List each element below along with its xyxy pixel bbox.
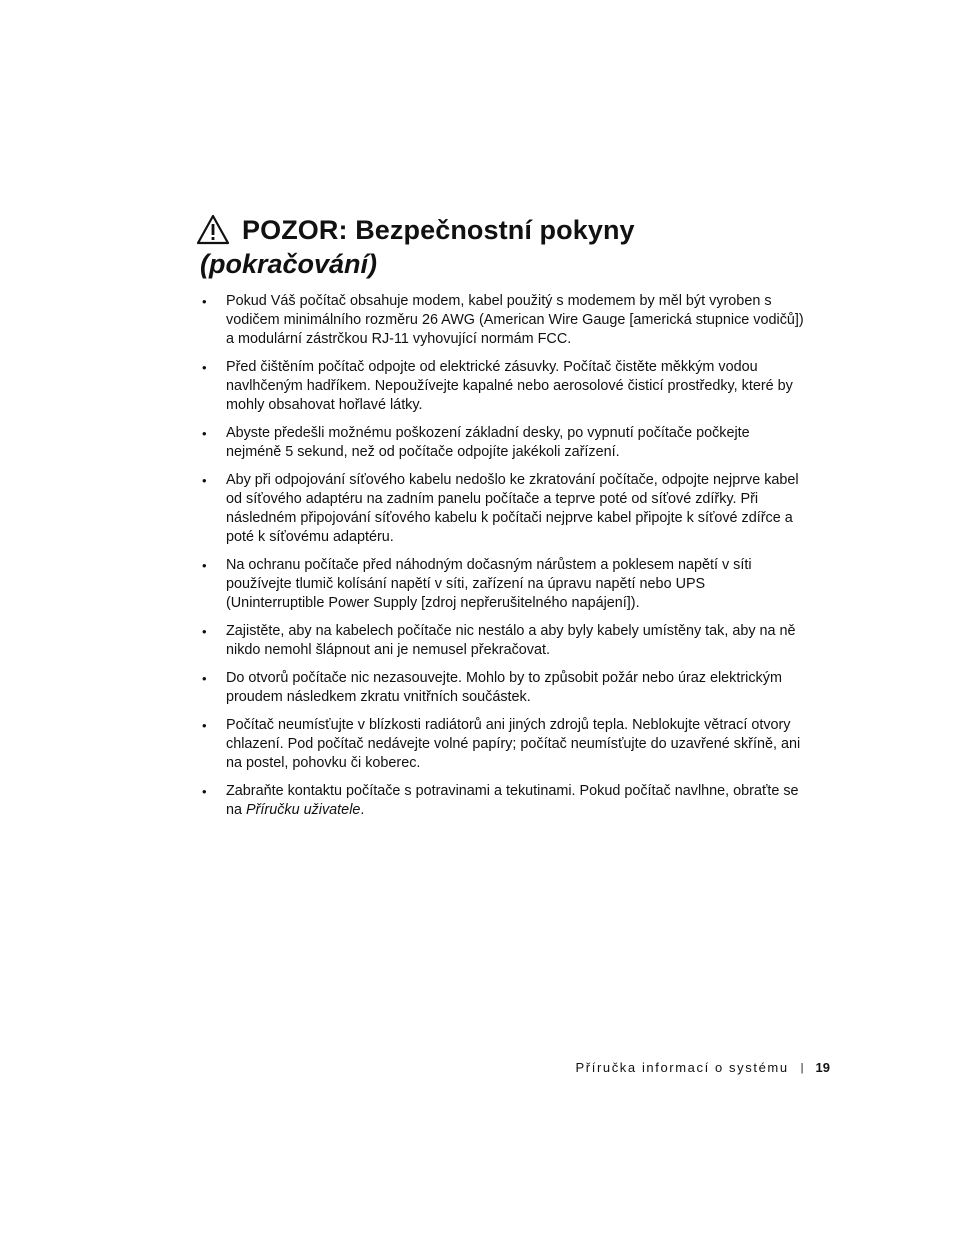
page-title: POZOR: Bezpečnostní pokyny xyxy=(242,215,635,245)
bullet-symbol: • xyxy=(202,558,207,573)
bullet-symbol: • xyxy=(202,718,207,733)
list-item xyxy=(200,669,804,707)
list-item xyxy=(200,782,804,820)
bullet-symbol: • xyxy=(202,624,207,639)
list-item xyxy=(200,556,804,613)
page-footer xyxy=(576,1060,830,1075)
list-item-text: Před čištěním počítač odpojte od elektrické zásuvky. Počítač čistěte měkkým vodou navlhčeným hadříkem. Nepoužívejte kapalné nebo aerosolové čisticí prostředky, které by mohly obsahovat hořlavé látky. xyxy=(226,359,793,413)
user-guide-reference: Příručku uživatele xyxy=(246,802,361,818)
heading-title-row xyxy=(196,212,816,248)
section-heading xyxy=(196,212,816,280)
footer-document-title: Příručka informací o systému xyxy=(575,1060,789,1075)
list-item-text: Počítač neumísťujte v blízkosti radiátorů ani jiných zdrojů tepla. Neblokujte větrací otvory chlazení. Pod počítač nedávejte volné papíry; počítač neumísťujte do uzavřené skříně, ani na postel, pohovku či koberec. xyxy=(226,717,801,771)
page-number: 19 xyxy=(815,1060,830,1075)
list-item-text: Pokud Váš počítač obsahuje modem, kabel použitý s modemem by měl být vyroben s vodičem minimálního rozměru 26 AWG (American Wire Gauge [americká stupnice vodičů]) a modulární zástrčkou RJ-11 vyhovující normám FCC. xyxy=(226,293,804,347)
list-item xyxy=(200,424,804,462)
bullet-symbol: • xyxy=(202,784,207,799)
warning-triangle-icon xyxy=(196,214,230,246)
bullet-symbol: • xyxy=(202,473,207,488)
list-item-text: Aby při odpojování síťového kabelu nedošlo ke zkratování počítače, odpojte nejprve kabel od síťového adaptéru na zadním panelu počítače a teprve poté od síťové zdířky. Při následném připojování síťového kabelu k počítači nejprve kabel připojte k síťové zdířce a poté k síťovému adaptéru. xyxy=(226,472,799,545)
footer-separator: | xyxy=(800,1061,804,1074)
list-item-tail: . xyxy=(360,802,365,818)
bullet-symbol: • xyxy=(202,294,207,309)
list-item xyxy=(200,716,804,773)
safety-instructions-list xyxy=(200,292,804,829)
list-item-text: Zajistěte, aby na kabelech počítače nic nestálo a aby byly kabely umístěny tak, aby na ně nikdo nemohl šlápnout ani je nemusel překračovat. xyxy=(226,623,796,658)
bullet-symbol: • xyxy=(202,671,207,686)
list-item xyxy=(200,622,804,660)
bullet-symbol: • xyxy=(202,426,207,441)
page-subtitle: (pokračování) xyxy=(200,249,378,279)
list-item xyxy=(200,358,804,415)
list-item xyxy=(200,471,804,547)
list-item-text: Zabraňte kontaktu počítače s potravinami a tekutinami. Pokud počítač navlhne, obraťte se na xyxy=(226,783,799,818)
list-item-text: Do otvorů počítače nic nezasouvejte. Mohlo by to způsobit požár nebo úraz elektrickým proudem následkem zkratu vnitřních součástek. xyxy=(226,670,782,705)
list-item-text: Na ochranu počítače před náhodným dočasným nárůstem a poklesem napětí v síti používejte tlumič kolísání napětí v síti, zařízení na úpravu napětí nebo UPS (Uninterruptible Power Supply [zdroj nepřerušitelného napájení]). xyxy=(226,557,752,611)
bullet-symbol: • xyxy=(202,360,207,375)
list-item xyxy=(200,292,804,349)
list-item-text: Abyste předešli možnému poškození základní desky, po vypnutí počítače počkejte nejméně 5 sekund, než od počítače odpojíte jakékoli zařízení. xyxy=(226,425,750,460)
